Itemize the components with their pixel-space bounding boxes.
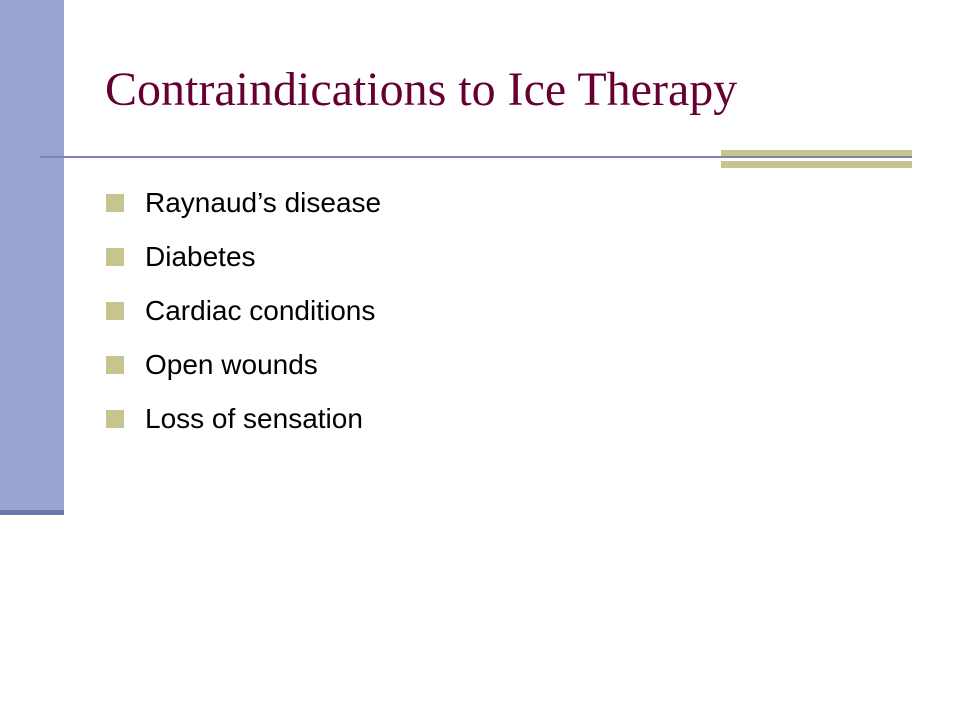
bullet-item <box>106 392 381 446</box>
bullet-text: Cardiac conditions <box>145 295 376 326</box>
side-accent-bar <box>0 0 64 513</box>
bullet-list <box>106 176 381 446</box>
square-bullet-icon <box>106 356 124 374</box>
square-bullet-icon <box>106 194 124 212</box>
bullet-text: Loss of sensation <box>145 403 363 434</box>
square-bullet-icon <box>106 410 124 428</box>
bullet-text: Raynaud’s disease <box>145 187 382 218</box>
title-divider-accent <box>721 150 912 168</box>
slide-title: Contraindications to Ice Therapy <box>105 63 738 116</box>
bullet-text: Open wounds <box>145 349 318 380</box>
bullet-item <box>106 230 381 284</box>
side-accent-bar-edge <box>0 510 64 515</box>
square-bullet-icon <box>106 248 124 266</box>
bullet-item <box>106 176 381 230</box>
square-bullet-icon <box>106 302 124 320</box>
bullet-text: Diabetes <box>145 241 256 272</box>
bullet-item <box>106 338 381 392</box>
bullet-item <box>106 284 381 338</box>
